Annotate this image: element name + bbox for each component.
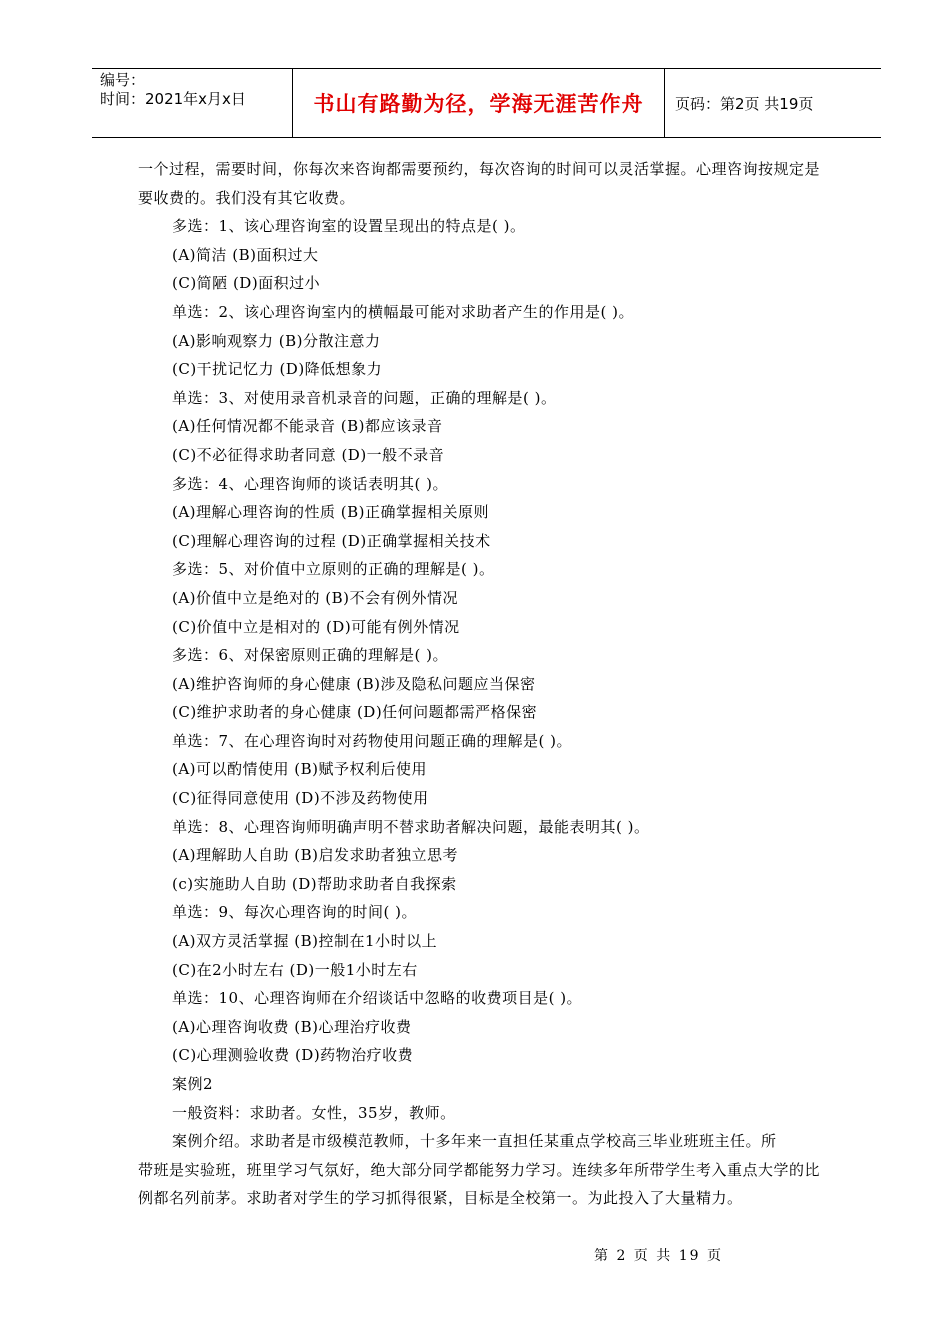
question-line: 单选：9、每次心理咨询的时间( )。 (172, 903, 418, 922)
question-line: 多选：1、该心理咨询室的设置呈现出的特点是( )。 (172, 217, 526, 236)
case-general-info: 一般资料：求助者。女性，35岁，教师。 (172, 1103, 456, 1122)
page-header (92, 68, 881, 138)
number-label: 编号： (100, 71, 146, 89)
option-line: (C)在2小时左右 (D)一般1小时左右 (172, 960, 418, 979)
case-heading: 案例2 (172, 1075, 214, 1093)
option-line: (A)理解助人自助 (B)启发求助者独立思考 (172, 846, 459, 865)
question-line: 单选：2、该心理咨询室内的横幅最可能对求助者产生的作用是( )。 (172, 302, 635, 321)
option-line: (A)简洁 (B)面积过大 (172, 245, 319, 264)
header-page-info: 页码：第2页 共19页 (675, 94, 814, 113)
option-line: (A)维护咨询师的身心健康 (B)涉及隐私问题应当保密 (172, 674, 536, 693)
question-line: 多选：4、心理咨询师的谈话表明其( )。 (172, 474, 449, 493)
case-intro-paragraph: 带班是实验班，班里学习气氛好，绝大部分同学都能努力学习。连续多年所带学生考入重点大学的比例都名列前茅。求助者对学生的学习抓得很紧，目标是全校第一。为此投入了大量精力。 (138, 1160, 821, 1208)
option-line: (A)双方灵活掌握 (B)控制在1小时以上 (172, 932, 438, 951)
option-line: (C)不必征得求助者同意 (D)一般不录音 (172, 445, 445, 464)
question-line: 单选：8、心理咨询师明确声明不替求助者解决问题，最能表明其( )。 (172, 817, 650, 836)
option-line: (C)维护求助者的身心健康 (D)任何问题都需严格保密 (172, 703, 538, 722)
option-line: (A)价值中立是绝对的 (B)不会有例外情况 (172, 588, 459, 607)
option-line: (A)心理咨询收费 (B)心理治疗收费 (172, 1017, 412, 1036)
option-line: (C)价值中立是相对的 (D)可能有例外情况 (172, 617, 460, 636)
option-line: (A)影响观察力 (B)分散注意力 (172, 331, 381, 350)
question-line: 多选：5、对价值中立原则的正确的理解是( )。 (172, 560, 495, 579)
option-line: (c)实施助人自助 (D)帮助求助者自我探索 (172, 874, 457, 893)
question-line: 单选：3、对使用录音机录音的问题，正确的理解是( )。 (172, 388, 557, 407)
document-body (138, 155, 828, 1213)
intro-paragraph: 一个过程，需要时间，你每次来咨询都需要预约，每次咨询的时间可以灵活掌握。心理咨询按规定是要收费的。我们没有其它收费。 (138, 160, 821, 207)
time-label: 时间：2021年x月x日 (100, 90, 246, 108)
question-line: 单选：10、心理咨询师在介绍谈话中忽略的收费项目是( )。 (172, 989, 583, 1008)
option-line: (C)心理测验收费 (D)药物治疗收费 (172, 1046, 414, 1065)
option-line: (A)理解心理咨询的性质 (B)正确掌握相关原则 (172, 503, 490, 522)
option-line: (A)任何情况都不能录音 (B)都应该录音 (172, 417, 443, 436)
page-footer: 第 2 页 共 19 页 (594, 1248, 723, 1264)
option-line: (C)理解心理咨询的过程 (D)正确掌握相关技术 (172, 531, 491, 550)
option-line: (C)征得同意使用 (D)不涉及药物使用 (172, 789, 429, 808)
header-meta (92, 69, 293, 137)
option-line: (A)可以酌情使用 (B)赋予权利后使用 (172, 760, 428, 779)
question-line: 单选：7、在心理咨询时对药物使用问题正确的理解是( )。 (172, 731, 573, 750)
option-line: (C)干扰记忆力 (D)降低想象力 (172, 360, 383, 379)
question-line: 多选：6、对保密原则正确的理解是( )。 (172, 646, 449, 665)
header-motto: 书山有路勤为径，学海无涯苦作舟 (293, 69, 665, 137)
case-intro-first-line: 案例介绍。求助者是市级模范教师，十多年来一直担任某重点学校高三毕业班班主任。所 (172, 1132, 777, 1151)
option-line: (C)简陋 (D)面积过小 (172, 274, 321, 293)
